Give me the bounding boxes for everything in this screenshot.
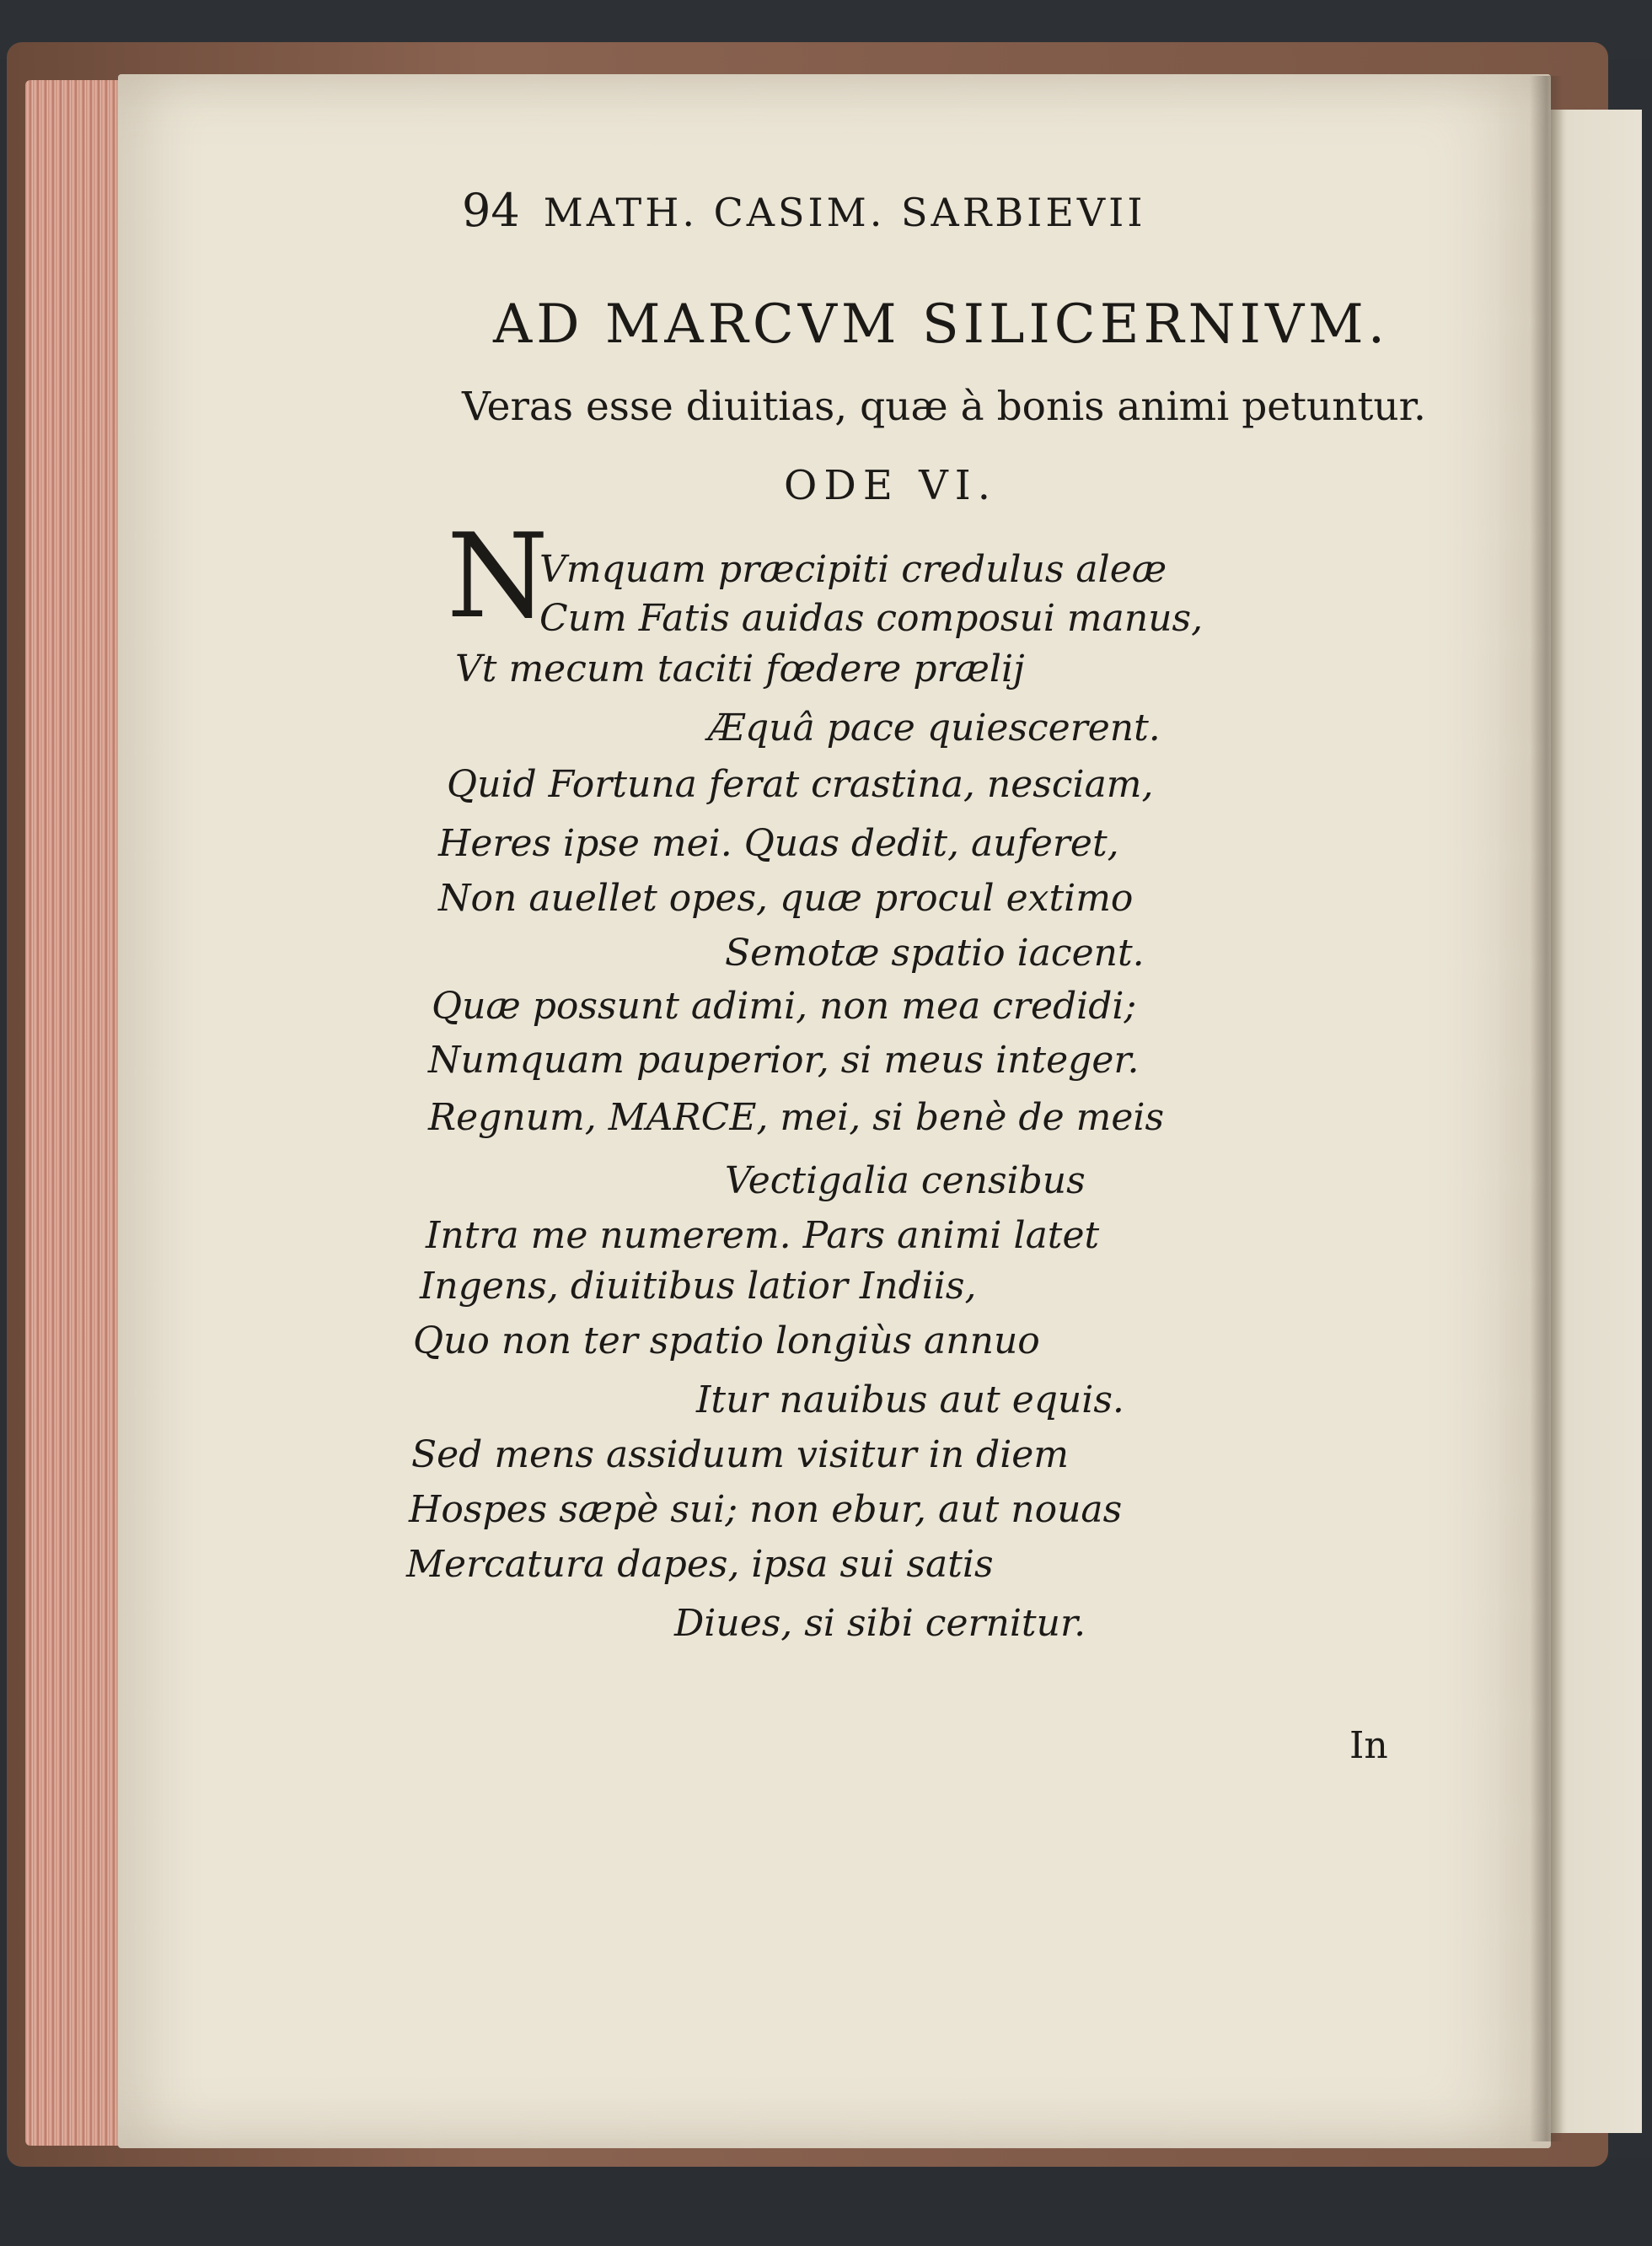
verse-line: Quo non ter spatio longiùs annuo xyxy=(413,1319,1040,1362)
verse-line: Regnum, MARCE, mei, si benè de meis xyxy=(428,1096,1165,1139)
verse-line: Semotæ spatio iacent. xyxy=(725,932,1145,975)
verse-line: Vectigalia censibus xyxy=(725,1159,1086,1202)
background-bottom xyxy=(0,2158,1652,2246)
running-title: MATH. CASIM. SARBIEVII xyxy=(543,190,1146,235)
verse-line: Heres ipse mei. Quas dedit, auferet, xyxy=(438,822,1119,865)
catchword: In xyxy=(1349,1724,1388,1767)
drop-cap: N xyxy=(447,508,549,644)
verse-line: Cum Fatis auidas composui manus, xyxy=(539,597,1204,640)
running-head xyxy=(462,184,1146,237)
verse-line: Quæ possunt adimi, non mea credidi; xyxy=(432,985,1137,1028)
verse-line: Sed mens assiduum visitur in diem xyxy=(411,1433,1070,1476)
verse-line: Numquam pauperior, si meus integer. xyxy=(428,1039,1140,1082)
verse-line: Æquâ pace quiescerent. xyxy=(708,707,1161,750)
ode-number: ODE VI. xyxy=(784,462,998,509)
verse-line: Non auellet opes, quæ procul extimo xyxy=(438,877,1134,920)
verse-line: Vt mecum taciti fœdere prælij xyxy=(455,647,1025,690)
verse-line: Mercatura dapes, ipsa sui satis xyxy=(406,1543,994,1586)
verse-line: Vmquam præcipiti credulus aleæ xyxy=(539,548,1167,591)
gutter-shadow xyxy=(1530,76,1564,2141)
poem-subtitle: Veras esse diuitias, quæ à bonis animi petuntur. xyxy=(462,384,1426,430)
verse-line: Itur nauibus aut equis. xyxy=(696,1378,1124,1421)
verse-line: Intra me numerem. Pars animi latet xyxy=(426,1214,1100,1257)
verse-line: Ingens, diuitibus latior Indiis, xyxy=(420,1265,977,1308)
poem-title: AD MARCVM SILICERNIVM. xyxy=(493,293,1390,356)
verse-line: Hospes sæpè sui; non ebur, aut nouas xyxy=(409,1488,1123,1531)
verse-line: Diues, si sibi cernitur. xyxy=(674,1602,1086,1645)
verse-line: Quid Fortuna ferat crastina, nesciam, xyxy=(447,763,1154,806)
page-number: 94 xyxy=(462,184,520,237)
